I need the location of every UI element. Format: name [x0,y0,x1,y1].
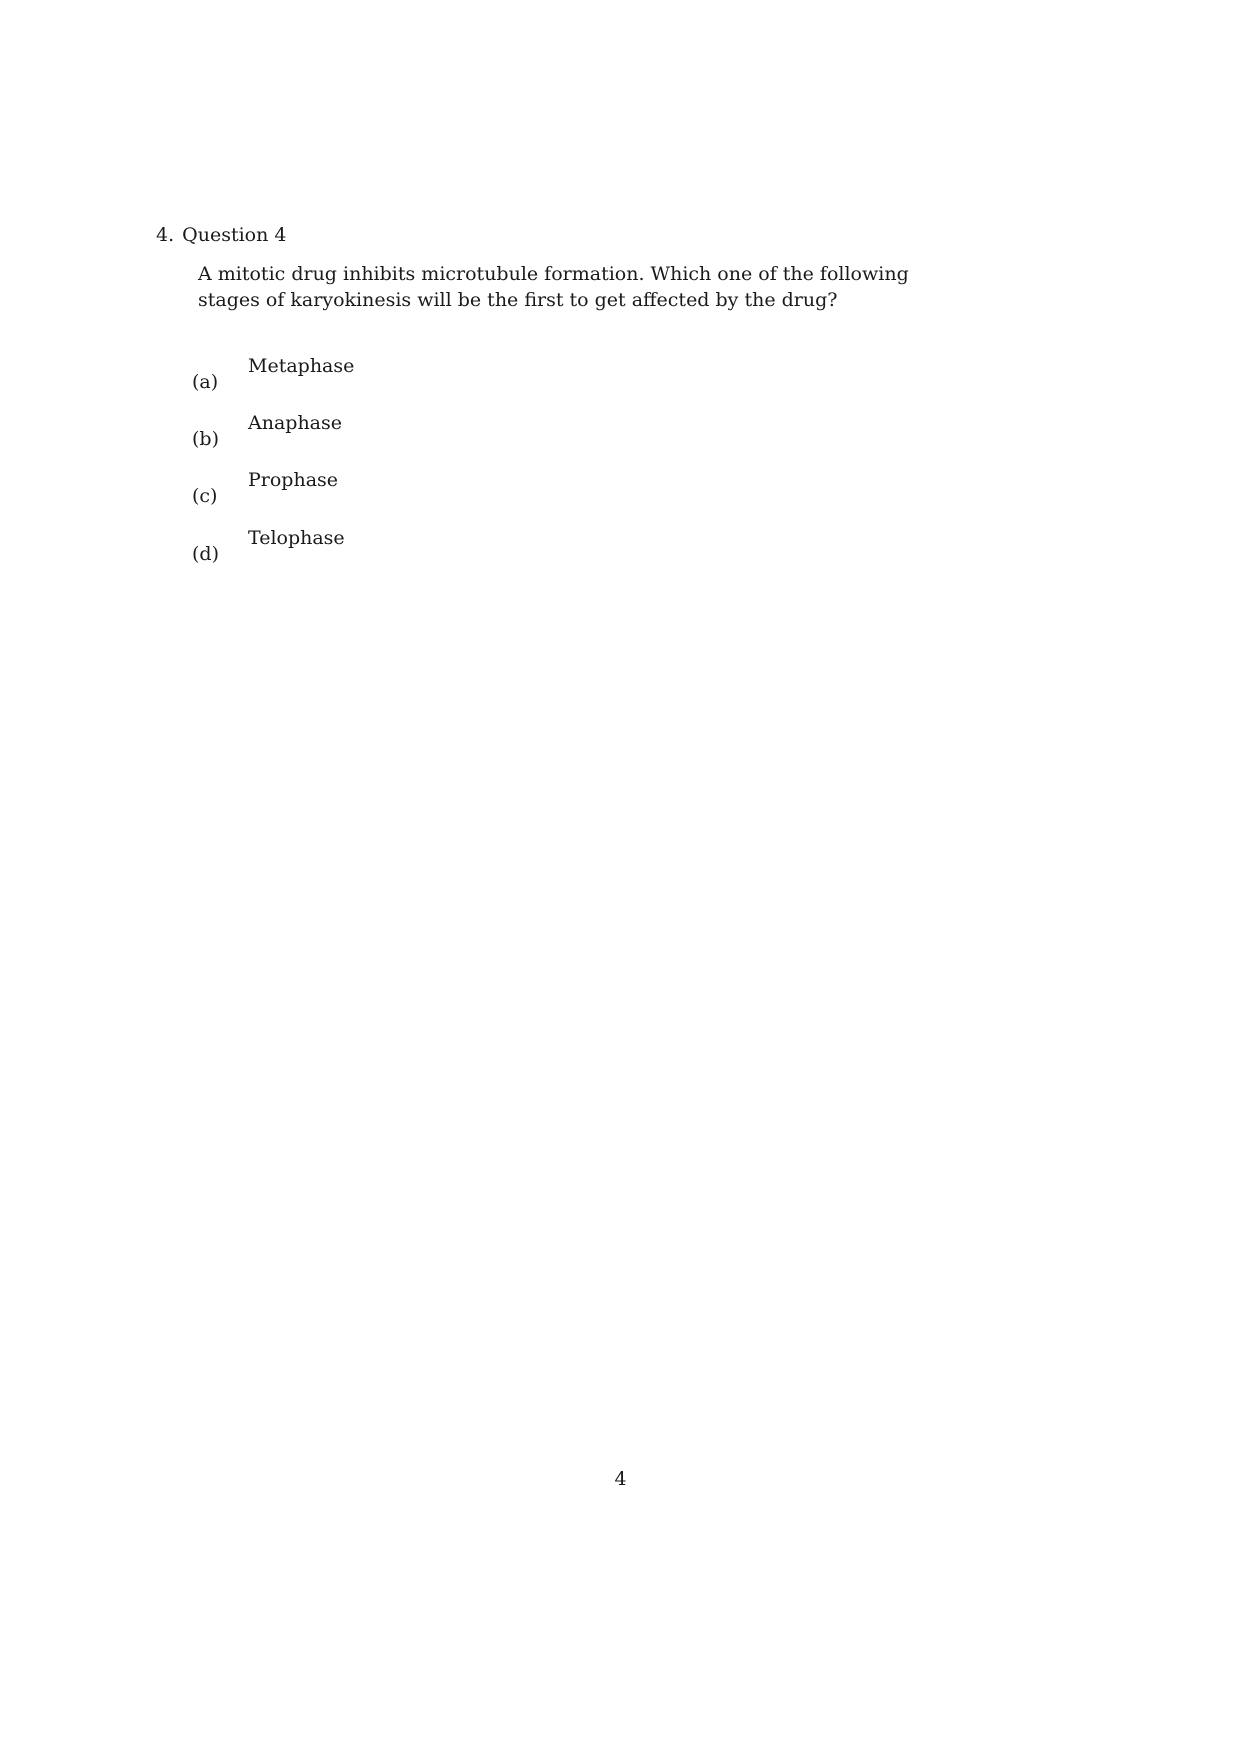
option-b [0,410,600,460]
option-text: Anaphase [248,412,343,434]
option-text: Telophase [248,527,345,549]
page-number: 4 [614,1468,627,1490]
question-header [156,222,286,248]
question-title: Question 4 [182,224,287,246]
option-d [0,525,600,575]
option-a [0,353,600,403]
option-c [0,467,600,517]
option-label: (c) [192,485,218,507]
option-label: (b) [192,428,219,450]
option-text: Prophase [248,469,339,491]
question-stem [198,261,918,313]
question-number: 4. [156,224,175,246]
option-label: (a) [192,371,219,393]
option-text: Metaphase [248,355,355,377]
option-label: (d) [192,543,219,565]
question-stem-line: A mitotic drug inhibits microtubule formation. Which one of the following [198,263,909,285]
question-stem-line: stages of karyokinesis will be the first to get affected by the drug? [198,289,838,311]
